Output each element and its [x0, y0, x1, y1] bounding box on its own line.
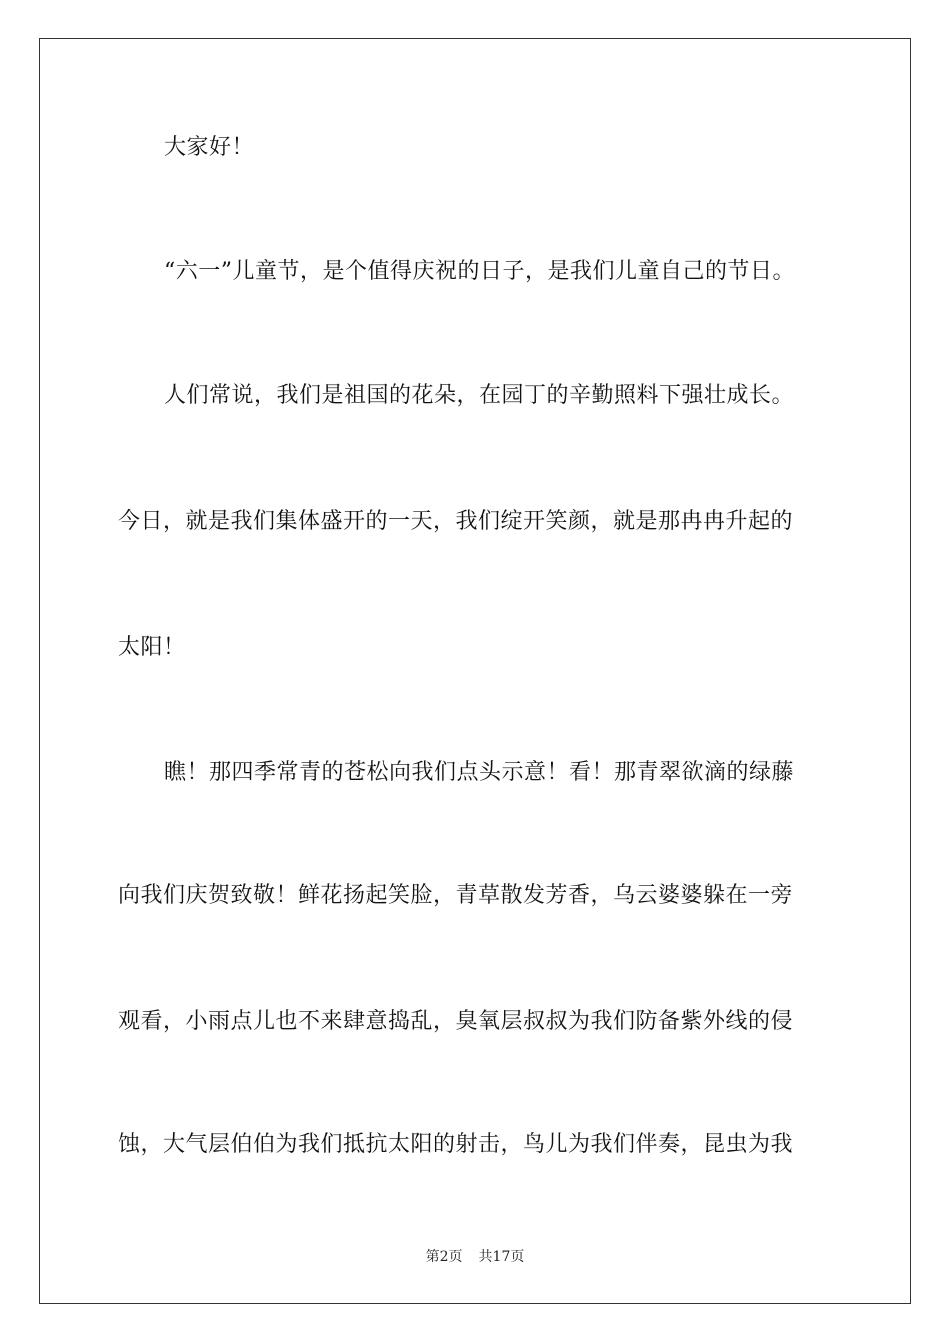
page-number: 第2页: [425, 1249, 463, 1265]
paragraph-line: 蚀，大气层伯伯为我们抵抗太阳的射击，鸟儿为我们伴奏，昆虫为我: [118, 1132, 794, 1157]
paragraph-line: 今日，就是我们集体盛开的一天，我们绽开笑颜，就是那冉冉升起的: [118, 509, 794, 534]
paragraph-line: 观看，小雨点儿也不来肆意捣乱，臭氧层叔叔为我们防备紫外线的侵: [118, 1009, 794, 1034]
paragraph-line: 太阳！: [118, 635, 186, 660]
paragraph-line: 瞧！那四季常青的苍松向我们点头示意！看！那青翠欲滴的绿藤: [164, 760, 795, 785]
page-total: 共17页: [478, 1249, 525, 1265]
page-footer: [0, 1248, 950, 1266]
paragraph-line: 向我们庆贺致敬！鲜花扬起笑脸，青草散发芳香，乌云婆婆躲在一旁: [118, 883, 794, 908]
paragraph-line: 人们常说，我们是祖国的花朵，在园丁的辛勤照料下强壮成长。: [164, 383, 795, 408]
paragraph-line: “六一”儿童节，是个值得庆祝的日子，是我们儿童自己的节日。: [164, 259, 795, 284]
greeting-line: 大家好！: [164, 135, 255, 160]
page-border: [39, 38, 911, 1304]
